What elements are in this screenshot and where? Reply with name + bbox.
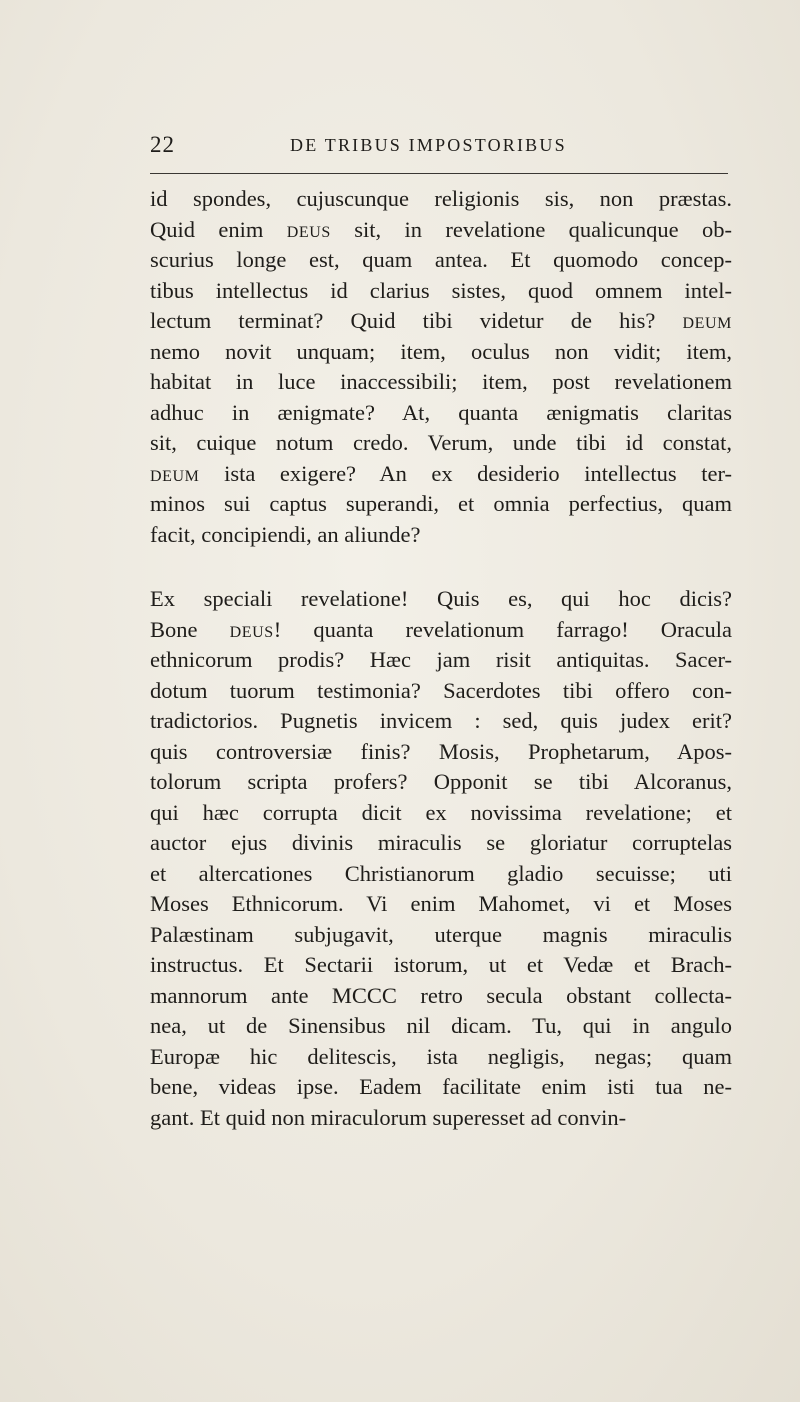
text-line [150, 337, 732, 368]
text-line [150, 706, 732, 737]
text-line [150, 184, 732, 215]
body-text [150, 184, 732, 1133]
text-line [150, 1011, 732, 1042]
running-head: DE TRIBUS IMPOSTORIBUS [290, 135, 567, 155]
text-run: Moses Ethnicorum. Vi enim Mahomet, vi et Moses [150, 891, 732, 916]
text-line [150, 920, 732, 951]
text-run: nea, ut de Sinensibus nil dicam. Tu, qui in angulo [150, 1013, 732, 1038]
text-run: Quid enim [150, 216, 287, 242]
small-caps-word: deus [286, 216, 331, 242]
header-rule [150, 173, 728, 174]
paragraph [150, 184, 732, 550]
text-line [150, 981, 732, 1012]
text-line [150, 798, 732, 829]
text-line [150, 306, 732, 337]
text-run: tradictorios. Pugnetis invicem : sed, quis judex erit? [150, 708, 732, 733]
text-line [150, 737, 732, 768]
text-line [150, 428, 732, 459]
text-run: Ex speciali revelatione! Quis es, qui hoc dicis? [150, 586, 732, 611]
text-run: gant. Et quid non miraculorum superesset ad convin- [150, 1104, 627, 1130]
text-line [150, 950, 732, 981]
text-line [150, 489, 732, 520]
text-line [150, 276, 732, 307]
text-line [150, 584, 732, 615]
text-run: minos sui captus superandi, et omnia perfectius, quam [150, 491, 732, 516]
text-line [150, 859, 732, 890]
text-run: instructus. Et Sectarii istorum, ut et Vedæ et Brach- [150, 952, 732, 977]
text-run: auctor ejus divinis miraculis se gloriatur corruptelas [150, 830, 732, 855]
text-line [150, 889, 732, 920]
text-line [150, 1072, 732, 1103]
text-run: scurius longe est, quam antea. Et quomodo concep- [150, 247, 732, 272]
text-line [150, 459, 732, 490]
text-run: tolorum scripta profers? Opponit se tibi Alcoranus, [150, 769, 732, 794]
text-run: mannorum ante MCCC retro secula obstant collecta- [150, 982, 732, 1008]
text-run: quis controversiæ finis? Mosis, Prophetarum, Apos- [150, 738, 732, 764]
text-line [150, 215, 732, 246]
text-line [150, 767, 732, 798]
text-run: Palæstinam subjugavit, uterque magnis miraculis [150, 921, 732, 947]
text-line [150, 676, 732, 707]
text-line [150, 1103, 732, 1134]
text-run: Bone [150, 616, 230, 642]
text-line [150, 520, 732, 551]
text-line [150, 828, 732, 859]
text-line [150, 398, 732, 429]
text-line [150, 245, 732, 276]
paragraph [150, 584, 732, 1133]
text-run: habitat in luce inaccessibili; item, post revelationem [150, 369, 732, 394]
small-caps-word: deum [682, 308, 732, 333]
text-line [150, 645, 732, 676]
small-caps-word: deum [150, 460, 200, 486]
text-run: dotum tuorum testimonia? Sacerdotes tibi offero con- [150, 677, 732, 703]
text-line [150, 1042, 732, 1073]
text-run: adhuc in ænigmate? At, quanta ænigmatis claritas [150, 399, 732, 425]
text-run: qui hæc corrupta dicit ex novissima revelatione; et [150, 799, 732, 825]
text-run: bene, videas ipse. Eadem facilitate enim isti tua ne- [150, 1074, 732, 1099]
text-run: ! quanta revelationum farrago! Oracula [273, 616, 732, 642]
text-run: ethnicorum prodis? Hæc jam risit antiquitas. Sacer- [150, 647, 732, 672]
text-run: facit, concipiendi, an aliunde? [150, 521, 421, 547]
text-run: et altercationes Christianorum gladio secuisse; uti [150, 860, 732, 886]
text-run: ista exigere? An ex desiderio intellectus ter- [199, 460, 732, 486]
text-run: lectum terminat? Quid tibi videtur de his? [150, 308, 683, 333]
text-line [150, 367, 732, 398]
text-run: Europæ hic delitescis, ista negligis, negas; quam [150, 1043, 732, 1069]
text-run: id spondes, cujuscunque religionis sis, non præstas. [150, 186, 732, 211]
text-run: nemo novit unquam; item, oculus non vidit; item, [150, 338, 732, 364]
page-header [150, 132, 730, 168]
text-line [150, 615, 732, 646]
text-run: sit, in revelatione qualicunque ob- [330, 216, 732, 242]
text-run: sit, cuique notum credo. Verum, unde tibi id constat, [150, 430, 732, 455]
page-number: 22 [150, 132, 175, 157]
small-caps-word: deus [229, 616, 274, 642]
text-run: tibus intellectus id clarius sistes, quod omnem intel- [150, 277, 732, 303]
